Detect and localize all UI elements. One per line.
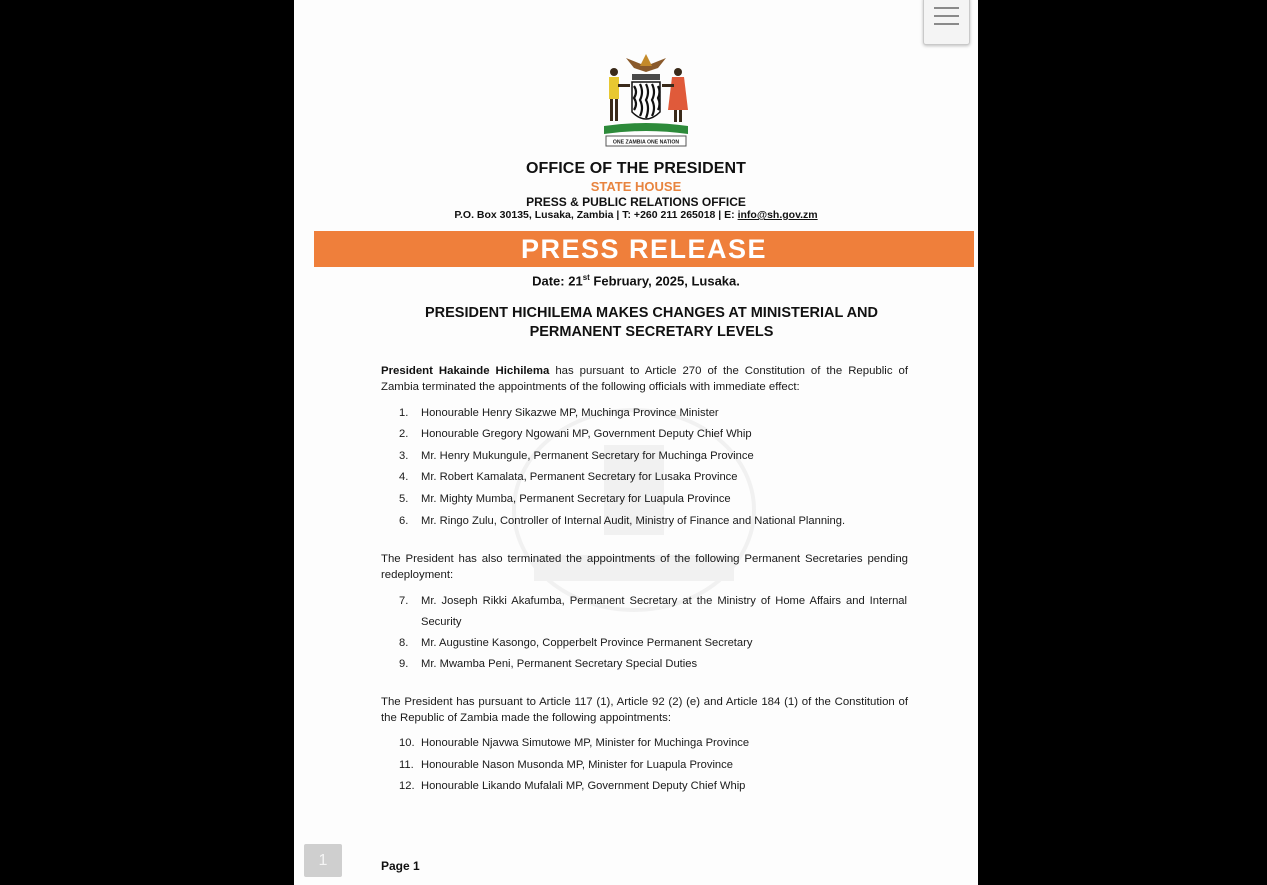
contact-address: P.O. Box 30135, Lusaka, Zambia | T: +260 211 265018 | E: — [454, 209, 738, 221]
list-item — [399, 637, 909, 649]
list-item — [399, 759, 909, 771]
paragraph-appointments: The President has pursuant to Article 117 (1), Article 92 (2) (e) and Article 184 (1) of the Constitution of the Republic of Zambia made the following appointments: — [381, 696, 908, 724]
state-house-title: STATE HOUSE — [590, 179, 682, 194]
item-number: 9. — [399, 658, 409, 670]
list-item — [399, 493, 909, 505]
date-ordinal: st — [582, 273, 590, 282]
list-item — [399, 780, 909, 792]
press-office-title: PRESS & PUBLIC RELATIONS OFFICE — [526, 195, 746, 209]
paragraph-terminations — [381, 363, 908, 395]
item-number: 2. — [399, 428, 409, 440]
page-number-badge[interactable]: 1 — [304, 844, 342, 877]
item-text: Mr. Mighty Mumba, Permanent Secretary for Luapula Province — [421, 493, 731, 505]
release-date — [294, 273, 978, 288]
item-text: Mr. Mwamba Peni, Permanent Secretary Special Duties — [421, 658, 698, 670]
item-text: Mr. Robert Kamalata, Permanent Secretary for Lusaka Province — [421, 471, 738, 483]
list-item — [399, 407, 909, 419]
list-item — [399, 471, 909, 483]
headline — [394, 304, 909, 342]
president-name: President Hakainde Hichilema — [381, 365, 550, 377]
list-item — [399, 428, 909, 440]
zambia-coat-of-arms-icon — [596, 50, 696, 155]
paragraph-text: has pursuant to Article 270 of the Constitution of the Republic of Zambia terminated the appointments of the following officials with immediate effect: — [381, 365, 908, 393]
headline-line-2: PERMANENT SECRETARY LEVELS — [529, 324, 774, 340]
office-title: OFFICE OF THE PRESIDENT — [525, 160, 747, 177]
item-number: 1. — [399, 407, 409, 419]
list-item — [399, 658, 909, 670]
list-item — [399, 737, 909, 749]
headline-line-1: PRESIDENT HICHILEMA MAKES CHANGES AT MINISTERIAL AND — [424, 305, 878, 321]
item-number: 6. — [399, 515, 409, 527]
press-release-banner — [314, 231, 974, 267]
item-number: 4. — [399, 471, 409, 483]
item-number: 7. — [399, 595, 409, 607]
list-item — [399, 515, 909, 527]
contact-line — [294, 209, 978, 221]
item-text: Mr. Augustine Kasongo, Copperbelt Province Permanent Secretary — [421, 637, 753, 649]
item-number: 8. — [399, 637, 409, 649]
item-number: 3. — [399, 450, 409, 462]
svg-text:ONE ZAMBIA ONE NATION: ONE ZAMBIA ONE NATION — [612, 139, 680, 146]
item-number: 5. — [399, 493, 409, 505]
paragraph-redeployment: The President has also terminated the appointments of the following Permanent Secretaries pending redeployment: — [381, 553, 908, 581]
hamburger-menu-button[interactable] — [923, 0, 970, 45]
email-link[interactable]: info@sh.gov.zm — [737, 209, 818, 221]
item-text: Honourable Henry Sikazwe MP, Muchinga Province Minister — [421, 407, 719, 419]
page-footer-label: Page 1 — [381, 859, 420, 873]
item-text: Mr. Henry Mukungule, Permanent Secretary for Muchinga Province — [421, 450, 754, 462]
item-text: Honourable Nason Musonda MP, Minister for Luapula Province — [421, 759, 733, 771]
document-page — [294, 0, 978, 885]
date-suffix: February, 2025, Lusaka. — [589, 273, 740, 289]
item-text: Mr. Ringo Zulu, Controller of Internal Audit, Ministry of Finance and National Planning. — [421, 515, 846, 527]
item-number: 11. — [399, 759, 414, 771]
press-release-title: PRESS RELEASE — [520, 234, 768, 264]
item-number: 12. — [399, 780, 415, 792]
item-text: Honourable Njavwa Simutowe MP, Minister for Muchinga Province — [421, 737, 750, 749]
item-number: 10. — [399, 737, 415, 749]
list-item — [399, 450, 909, 462]
date-prefix: Date: 21 — [532, 273, 583, 289]
item-text: Honourable Likando Mufalali MP, Government Deputy Chief Whip — [421, 780, 746, 792]
item-text: Mr. Joseph Rikki Akafumba, Permanent Secretary at the Ministry of Home Affairs and Internal Security — [421, 595, 907, 628]
list-item — [399, 591, 909, 633]
item-text: Honourable Gregory Ngowani MP, Government Deputy Chief Whip — [421, 428, 752, 440]
